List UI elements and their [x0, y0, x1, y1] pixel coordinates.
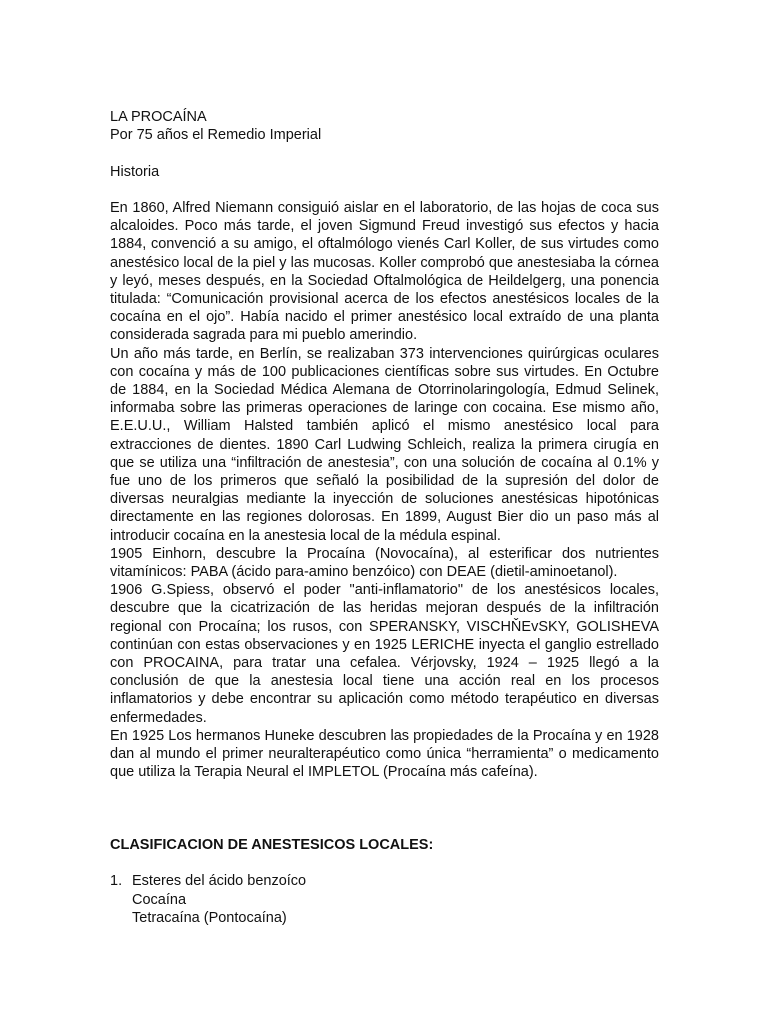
document-page: [110, 108, 659, 927]
paragraph-niemann-freud-koller: En 1860, Alfred Niemann consiguió aislar en el laboratorio, de las hojas de coca sus alcaloides. Poco más tarde, el joven Sigmund Freud investigó sus efectos y hacia 1884, convenció a su amigo, el oftalmólogo vienés Carl Koller, de sus virtudes como anestésico local de la piel y las mucosas. Koller comprobó que anestesiaba la córnea y leyó, meses después, en la Sociedad Oftalmológica de Heildelgerg, una ponencia titulada: “Comunicación provisional acerca de los efectos anestésicos locales de la cocaína en el ojo”. Había nacido el primer anestésico local extraído de una planta considerada sagrada para mi pueblo amerindio.: [110, 199, 659, 344]
list-subitem: Tetracaína (Pontocaína): [132, 909, 287, 926]
paragraph-huneke-1925: En 1925 Los hermanos Huneke descubren las propiedades de la Procaína y en 1928 dan al mundo el primer neuralterapéutico como única “herramienta” o medicamento que utiliza la Terapia Neural el IMPLETOL (Procaína más cafeína).: [110, 727, 659, 781]
paragraph-einhorn-1905: 1905 Einhorn, descubre la Procaína (Novocaína), al esterificar dos nutrientes vitamínicos: PABA (ácido para-amino benzóico) con DEAE (dietil-aminoetanol).: [110, 545, 659, 581]
list-item: [110, 872, 659, 927]
classification-heading: CLASIFICACION DE ANESTESICOS LOCALES:: [110, 837, 434, 854]
spacer: [110, 781, 659, 836]
classification-list: [110, 872, 659, 927]
list-subitem: Cocaína: [132, 891, 187, 908]
list-item-label: Esteres del ácido benzoíco: [132, 873, 307, 890]
spacer: [110, 144, 659, 162]
spacer: [110, 854, 659, 872]
list-item-number: 1.: [110, 873, 123, 890]
document-subtitle: Por 75 años el Remedio Imperial: [110, 127, 322, 144]
paragraph-spiess-1906: 1906 G.Spiess, observó el poder "anti-inflamatorio" de los anestésicos locales, descubre que la cicatrización de las heridas mejoran después de la infiltración regional con Procaína; los rusos, con SPERANSKY, VISCHŇEvSKY, GOLISHEVA continúan con estas observaciones y en 1925 LERICHE inyecta el ganglio estrellado con PROCAINA, para tratar una cefalea. Vérjovsky, 1924 – 1925 llegó a la conclusión de que la anestesia local tiene una acción real en los procesos inflamatorios y debe encontrar su aplicación como método terapéutico en diversas enfermedades.: [110, 582, 659, 726]
paragraph-berlin-1884: Un año más tarde, en Berlín, se realizaban 373 intervenciones quirúrgicas oculares con cocaína y más de 100 publicaciones científicas sobre sus virtudes. En Octubre de 1884, en la Sociedad Médica Alemana de Otorrinolaringología, Edmud Selinek, informaba sobre las primeras operaciones de laringe con cocaina. Ese mismo año, E.E.U.U., William Halsted también aplicó el mismo anestésico local para extracciones de dientes. 1890 Carl Ludwing Schleich, realiza la primera cirugía en que se utiliza una “infiltración de anestesia”, con una solución de cocaína al 0.1% y fue uno de los primeros que señaló la posibilidad de la supresión del dolor de diversas neuralgias mediante la inyección de soluciones anestésicas hipotónicas directamente en las regiones dolorosas. En 1899, August Bier dio un paso más al introducir cocaína en la anestesia local de la médula espinal.: [110, 345, 659, 544]
spacer: [110, 181, 659, 199]
document-title: LA PROCAÍNA: [110, 109, 207, 125]
section-heading-historia: Historia: [110, 163, 160, 180]
